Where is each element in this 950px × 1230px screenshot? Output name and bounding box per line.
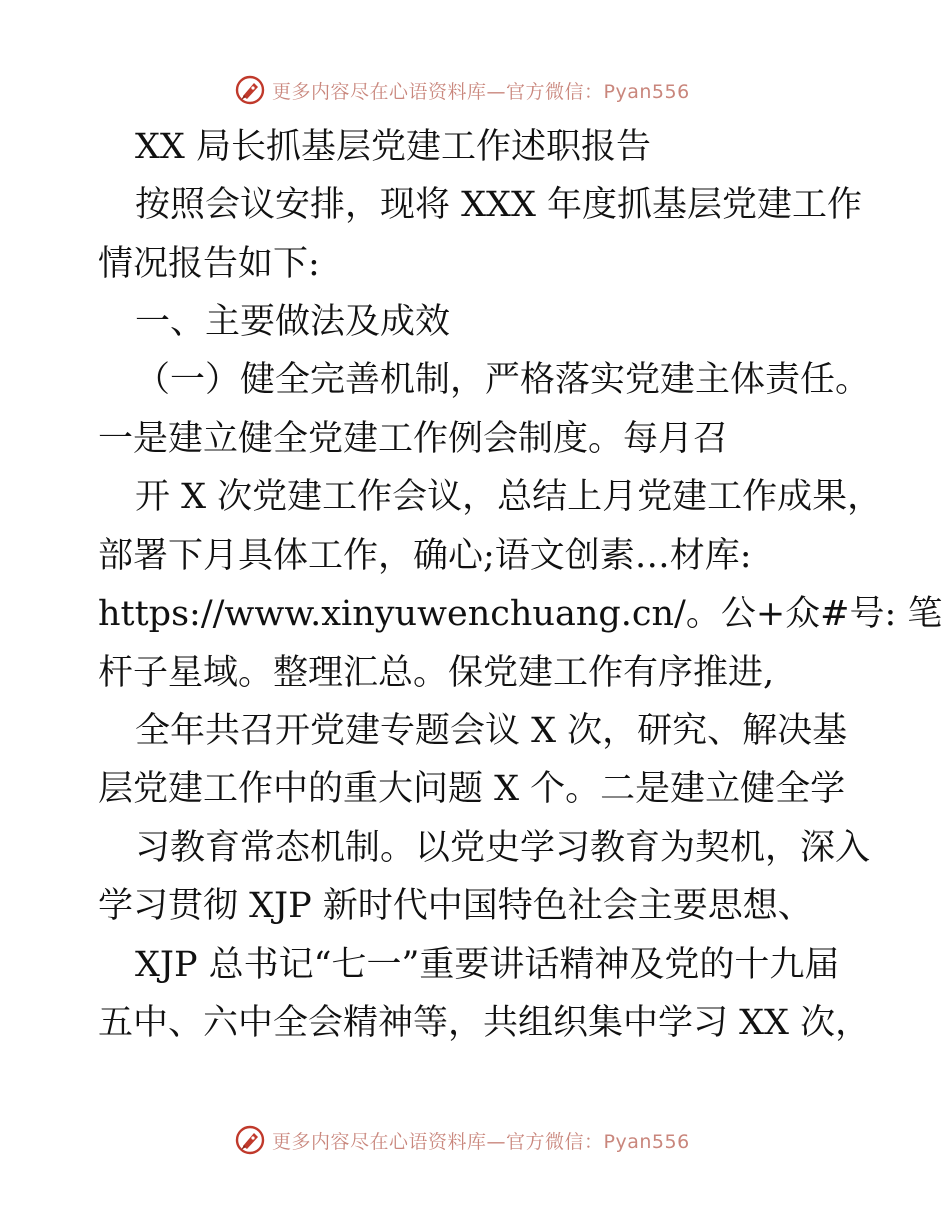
paragraph-line: 层党建工作中的重大问题 X 个。二是建立健全学 — [98, 769, 846, 809]
paragraph-line: 开 X 次党建工作会议，总结上月党建工作成果， — [135, 477, 883, 517]
paragraph-line: 一是建立健全党建工作例会制度。每月召 — [98, 419, 729, 459]
header-banner-text: 更多内容尽在心语资料库—官方微信：Pyan556 — [272, 80, 690, 103]
paragraph-line: 杆子星域。整理汇总。保党建工作有序推进, — [98, 653, 775, 693]
paragraph-line: XJP 总书记“七一”重要讲话精神及党的十九届 — [135, 945, 840, 985]
paragraph-line: 学习贯彻 XJP 新时代中国特色社会主要思想、 — [98, 886, 813, 926]
paragraph-line-url: https://www.xinyuwenchuang.cn/。公+众#号: 笔 — [98, 594, 943, 634]
footer-banner-text: 更多内容尽在心语资料库—官方微信：Pyan556 — [272, 1130, 690, 1153]
subsection-heading: （一）健全完善机制，严格落实党建主体责任。 — [135, 360, 871, 400]
paragraph-line: 情况报告如下: — [98, 244, 320, 284]
footer-banner-content — [234, 1124, 690, 1156]
footer-banner — [0, 1120, 950, 1160]
pen-nib-logo-icon — [234, 1124, 266, 1156]
paragraph-line: 全年共召开党建专题会议 X 次，研究、解决基 — [135, 711, 848, 751]
paragraph-line: 按照会议安排，现将 XXX 年度抓基层党建工作 — [135, 185, 863, 225]
paragraph-line: 五中、六中全会精神等，共组织集中学习 XX 次， — [98, 1003, 871, 1043]
paragraph-line: 部署下月具体工作，确心;语文创素…材库: — [98, 536, 752, 576]
document-title: XX 局长抓基层党建工作述职报告 — [135, 127, 651, 167]
paragraph-line: 习教育常态机制。以党史学习教育为契机，深入 — [135, 828, 871, 868]
section-heading: 一、主要做法及成效 — [135, 302, 451, 342]
